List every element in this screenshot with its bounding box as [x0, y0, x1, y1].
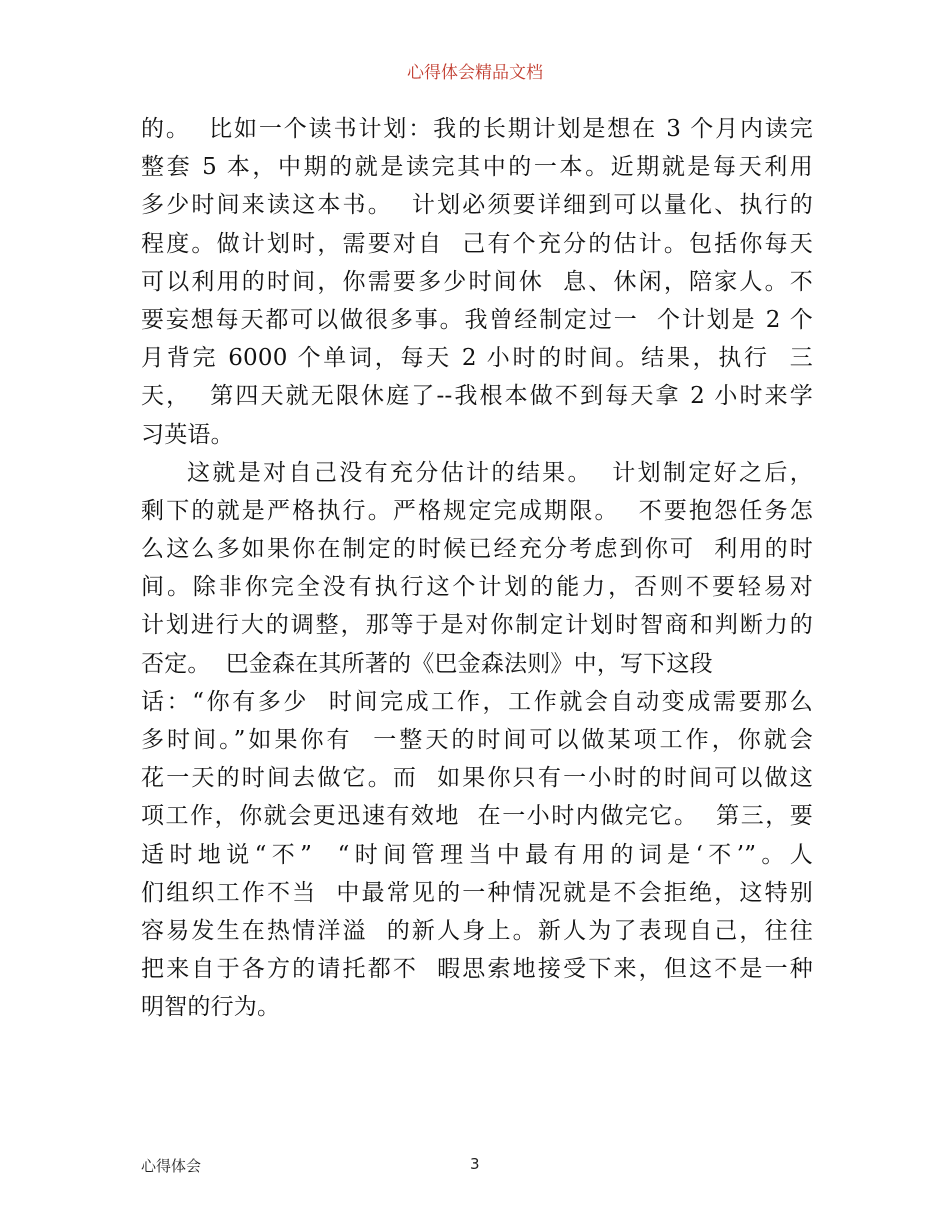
- body-line-13: 间。除非你完全没有执行这个计划的能力，否则不要轻易对: [141, 574, 813, 601]
- body-line-16: 话：“你有多少 时间完成工作，工作就会自动变成需要那么: [141, 688, 813, 715]
- body-line-3: 多少时间来读这本书。 计划必须要详细到可以量化、执行的: [141, 192, 813, 219]
- body-line-5: 可以利用的时间，你需要多少时间休 息、休闲，陪家人。不: [141, 268, 813, 295]
- body-line-14: 计划进行大的调整，那等于是对你制定计划时智商和判断力的: [141, 612, 813, 639]
- body-line-10: 这就是对自己没有充分估计的结果。 计划制定好之后，: [187, 459, 813, 486]
- body-line-4: 程度。做计划时，需要对自 己有个充分的估计。包括你每天: [141, 230, 813, 257]
- body-line-9: 习英语。: [141, 421, 234, 448]
- body-line-24: 明智的行为。: [141, 994, 281, 1021]
- body-line-17: 多时间。”如果你有 一整天的时间可以做某项工作，你就会: [141, 727, 813, 753]
- body-line-2: 整套 5 本，中期的就是读完其中的一本。近期就是每天利用: [141, 154, 813, 181]
- body-line-6: 要妄想每天都可以做很多事。我曾经制定过一 个计划是 2 个: [141, 306, 813, 333]
- body-line-8: 天， 第四天就无限休庭了--我根本做不到每天拿 2 小时来学: [141, 383, 813, 410]
- body-line-23: 把来自于各方的请托都不 暇思索地接受下来，但这不是一种: [141, 956, 813, 983]
- body-line-15: 否定。 巴金森在其所著的《巴金森法则》中，写下这段: [141, 650, 713, 677]
- body-line-12: 么这么多如果你在制定的时候已经充分考虑到你可 利用的时: [141, 536, 813, 563]
- body-line-18: 花一天的时间去做它。而 如果你只有一小时的时间可以做这: [141, 765, 813, 792]
- body-line-19: 项工作，你就会更迅速有效地 在一小时内做完它。 第三，要: [141, 803, 813, 830]
- body-line-22: 容易发生在热情洋溢 的新人身上。新人为了表现自己，往往: [141, 917, 813, 944]
- body-line-11: 剩下的就是严格执行。严格规定完成期限。 不要抱怨任务怎: [141, 497, 813, 524]
- body-line-7: 月背完 6000 个单词，每天 2 小时的时间。结果，执行 三: [141, 345, 813, 372]
- page-number: 3: [470, 1155, 480, 1173]
- body-line-1: 的。 比如一个读书计划：我的长期计划是想在 3 个月内读完: [141, 116, 813, 142]
- document-body: [141, 110, 813, 1027]
- body-line-20: 适时地说“不” “时间管理当中最有用的词是‘不’”。人: [141, 841, 813, 868]
- footer-label: 心得体会: [141, 1157, 202, 1175]
- body-line-21: 们组织工作不当 中最常见的一种情况就是不会拒绝，这特别: [141, 879, 813, 906]
- page-header-title: 心得体会精品文档: [407, 63, 543, 83]
